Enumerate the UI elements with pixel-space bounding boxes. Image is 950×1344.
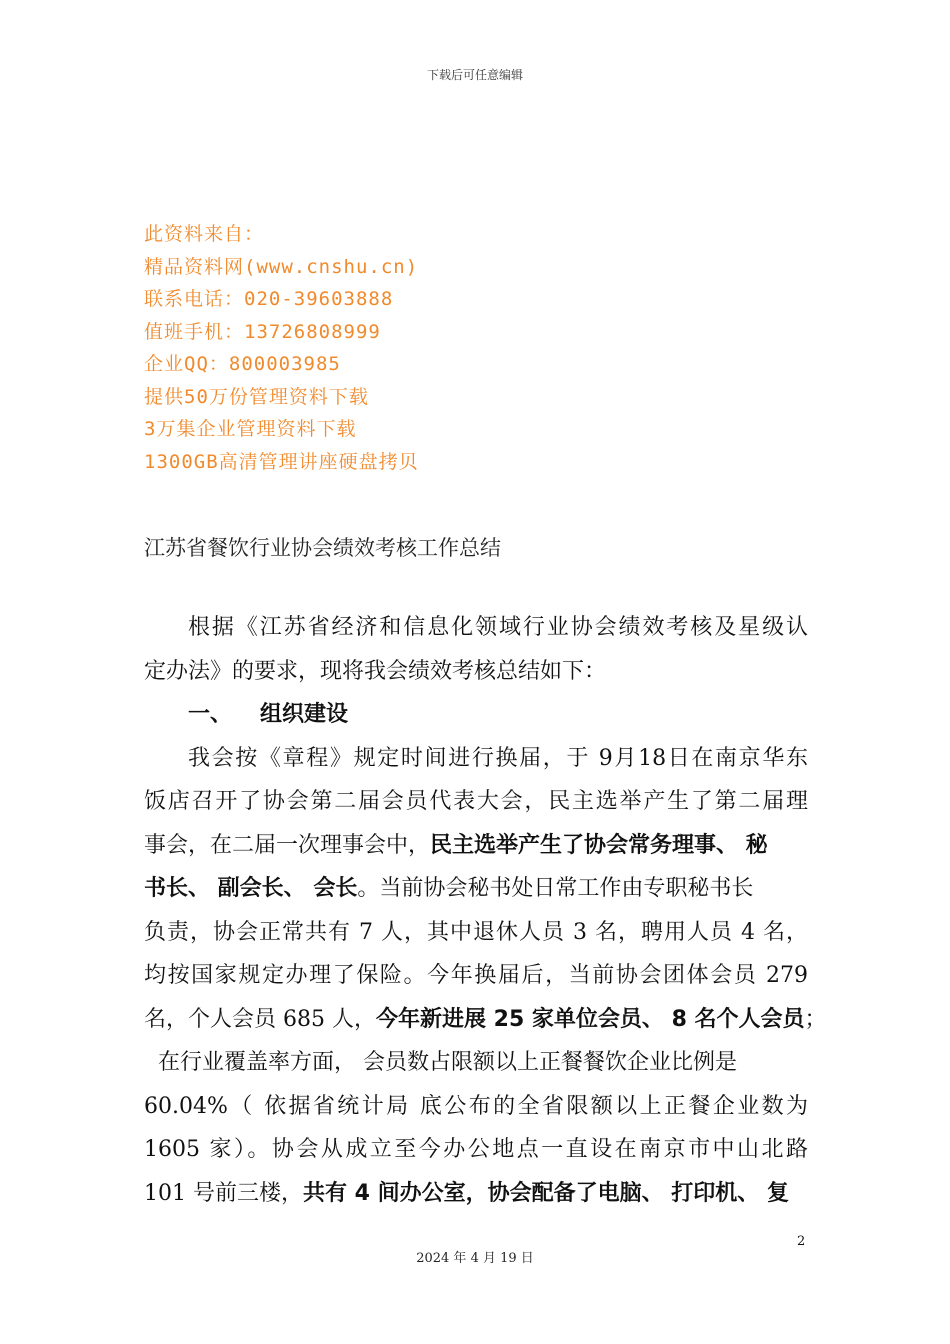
- text-run: 。当前协会秘书处日常工作由专职秘书长: [357, 876, 754, 901]
- source-line: 3万集企业管理资料下载: [144, 418, 357, 440]
- bold-text-run: 书长、 副会长、 会长: [144, 876, 358, 901]
- paragraph-line: 根据《江苏省经济和信息化领域行业协会绩效考核及星级认: [188, 615, 808, 640]
- text-run: 101 号前三楼，: [144, 1180, 303, 1206]
- paragraph-line: [144, 1172, 808, 1216]
- page-header: 下载后可任意编辑: [426, 68, 523, 82]
- bold-text-run: 民主选举产生了协会常务理事、 秘: [430, 832, 768, 858]
- source-line: 提供50万份管理资料下载: [144, 385, 369, 408]
- page-number: 2: [797, 1234, 806, 1249]
- paragraph-line: [144, 824, 808, 868]
- paragraph-line: 负责，协会正常共有 7 人，其中退休人员 3 名，聘用人员 4 名，: [144, 919, 808, 945]
- paragraph-line: [144, 998, 827, 1042]
- paragraph-line: 60.04%（ 依据省统计局 底公布的全省限额以上正餐企业数为: [144, 1093, 808, 1119]
- source-line: 企业QQ：800003985: [144, 353, 341, 375]
- source-line: 精品资料网(www.cnshu.cn): [144, 255, 419, 278]
- source-info-block: [144, 218, 419, 478]
- section-number: 一、: [188, 702, 233, 727]
- source-line: 此资料来自：: [144, 223, 265, 245]
- source-line: 联系电话：020-39603888: [144, 288, 394, 310]
- bold-text-run: 共有 4 间办公室，协会配备了电脑、 打印机、 复: [303, 1180, 789, 1206]
- bold-text-run: 今年新进展 25 家单位会员、 8 名个人会员: [375, 1006, 805, 1032]
- paragraph-line: 饭店召开了协会第二届会员代表大会，民主选举产生了第二届理: [144, 789, 808, 814]
- text-run: 名，个人会员 685 人，: [144, 1006, 376, 1032]
- paragraph-line: 1605 家）。协会从成立至今办公地点一直设在南京市中山北路: [144, 1137, 808, 1162]
- text-run: ；: [804, 1006, 827, 1032]
- paragraph-line: 定办法》的要求，现将我会绩效考核总结如下：: [144, 658, 607, 684]
- section-title: 组织建设: [260, 702, 349, 727]
- paragraph-line: 均按国家规定办理了保险。今年换届后，当前协会团体会员 279: [144, 963, 808, 988]
- paragraph-line: [144, 867, 808, 911]
- source-line: 值班手机：13726808999: [144, 320, 381, 343]
- paragraph-line: 在行业覆盖率方面， 会员数占限额以上正餐餐饮企业比例是: [158, 1050, 737, 1075]
- page-footer-date: 2024 年 4 月 19 日: [416, 1251, 534, 1266]
- source-line: 1300GB高清管理讲座硬盘拷贝: [144, 450, 419, 473]
- text-run: 事会，在二届一次理事会中，: [144, 832, 431, 858]
- section-heading: [144, 693, 808, 737]
- document-body: [144, 606, 827, 1215]
- paragraph-line: 我会按《章程》规定时间进行换届，于 9月18日在南京华东: [188, 745, 808, 771]
- document-title: 江苏省餐饮行业协会绩效考核工作总结: [144, 536, 501, 560]
